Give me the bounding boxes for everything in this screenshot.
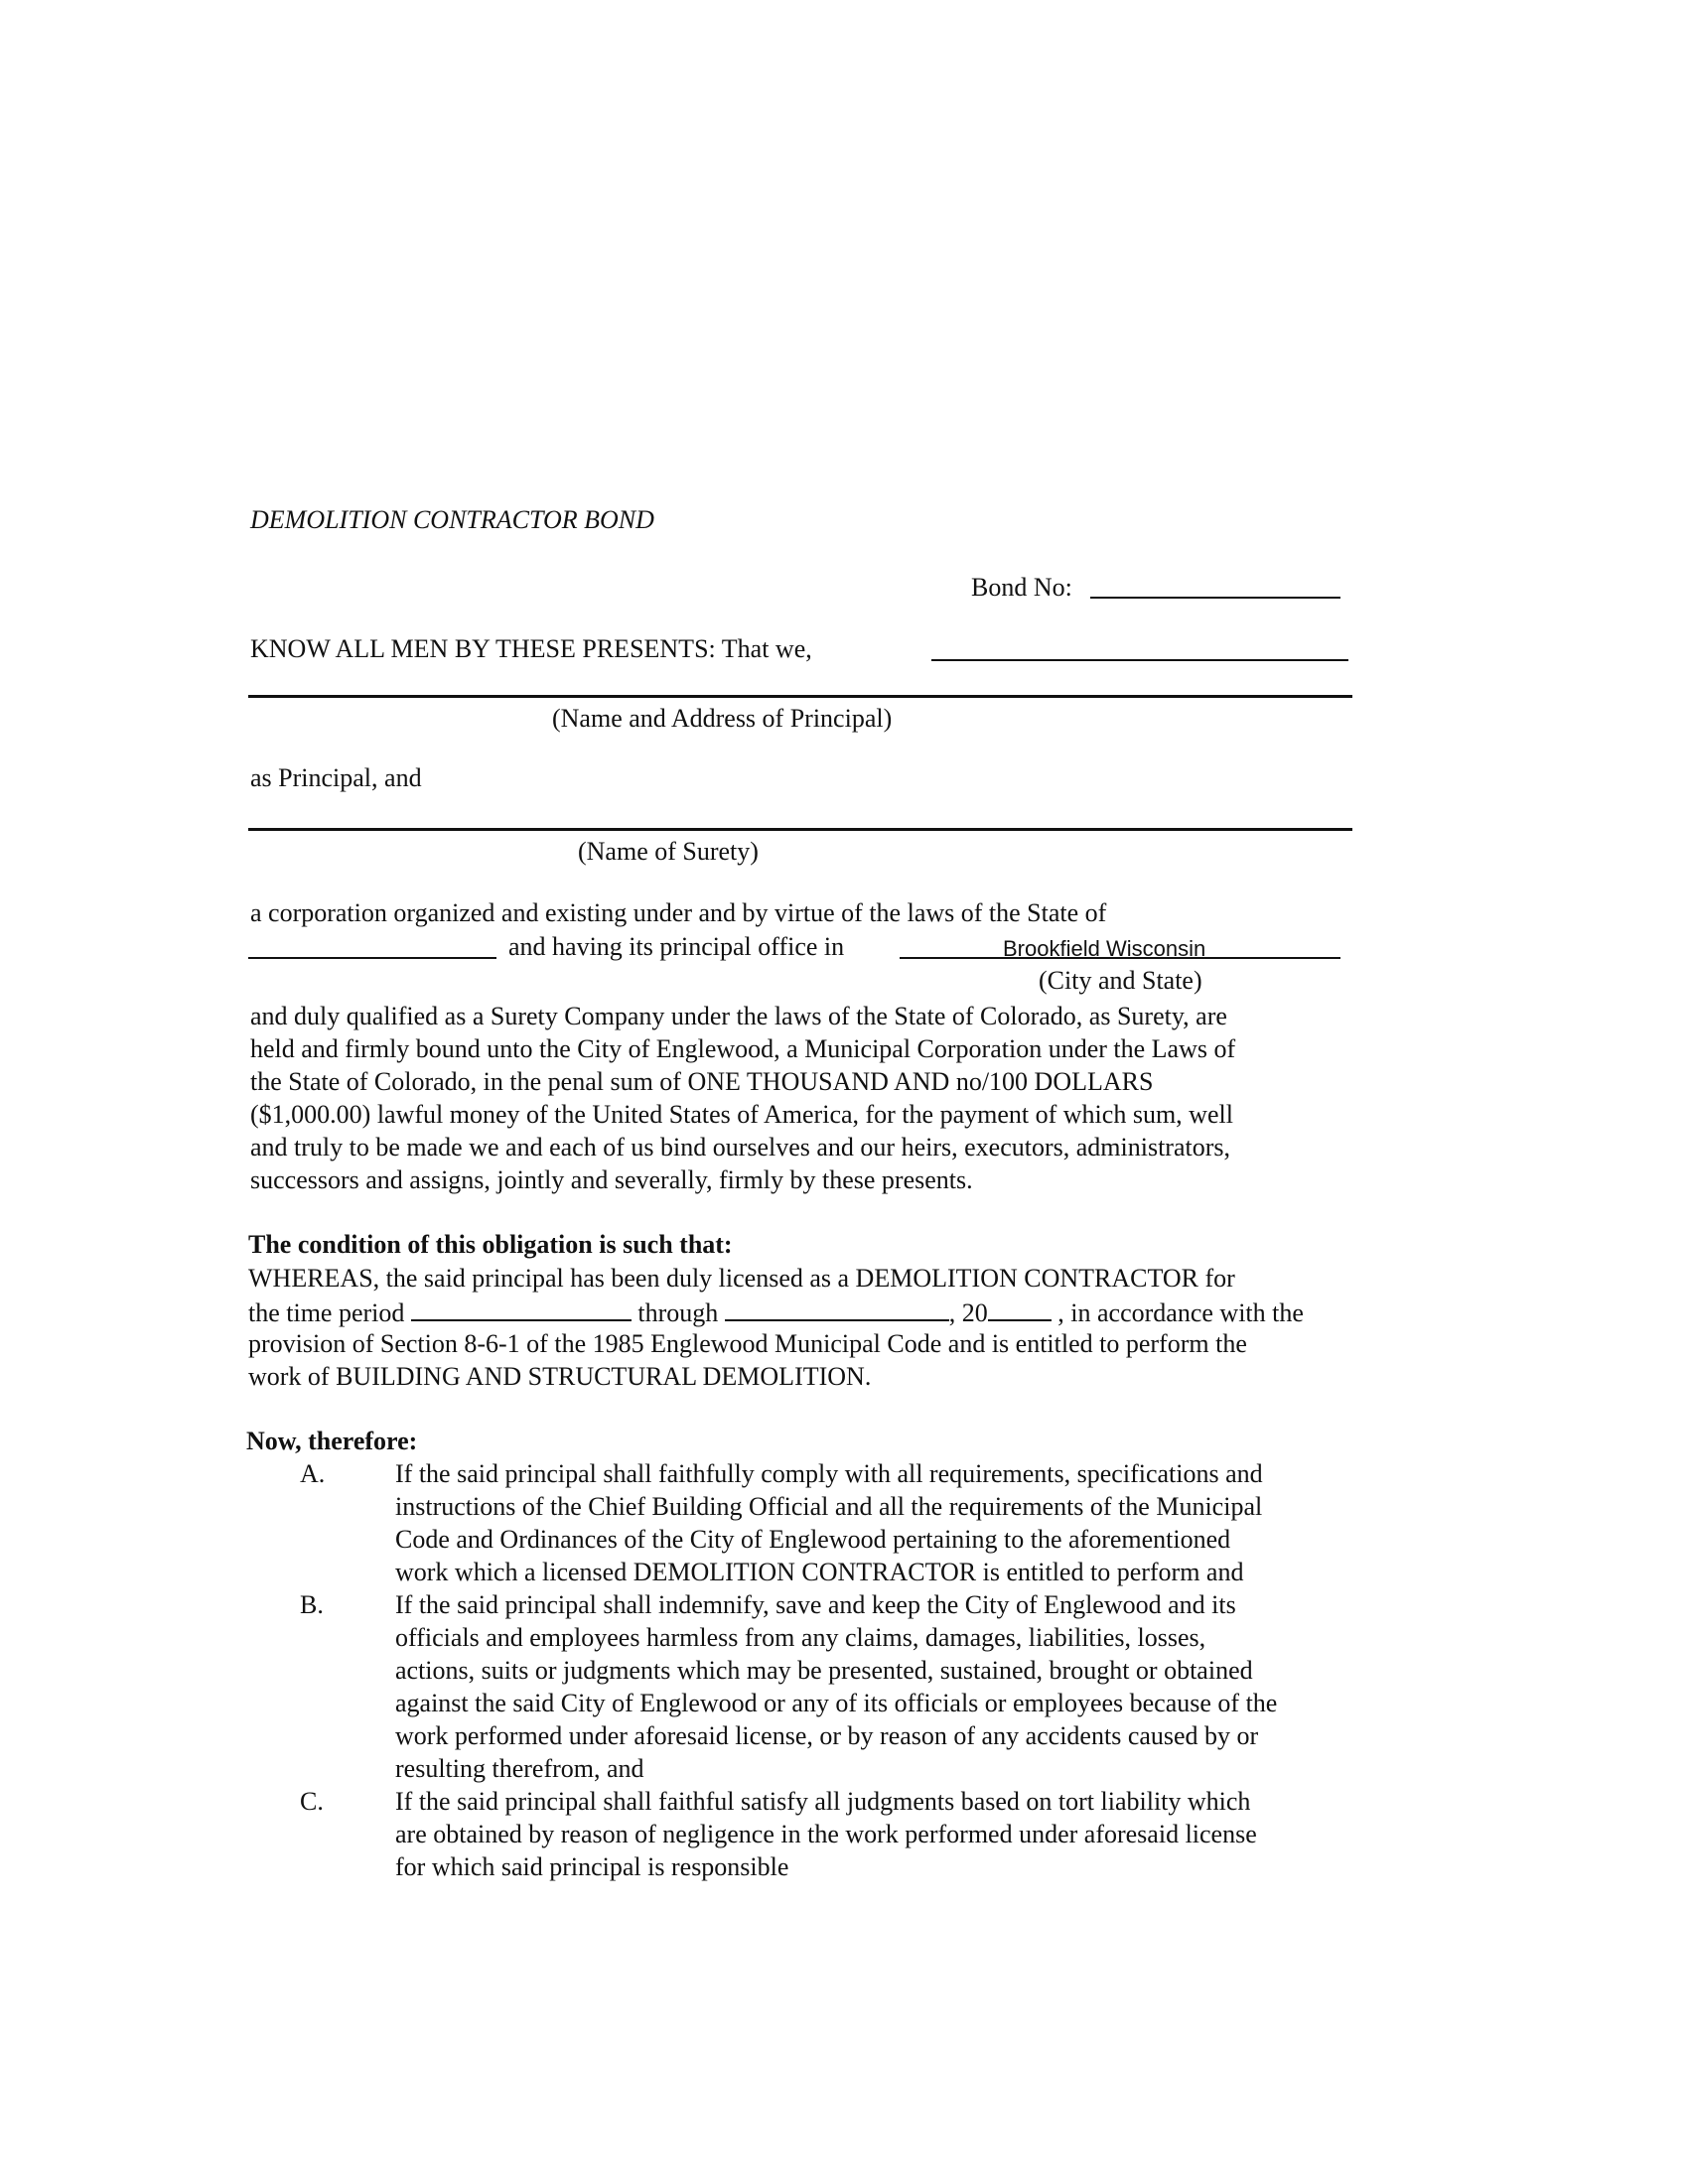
whereas-period-text: the time period xyxy=(248,1298,405,1327)
item-b-label: B. xyxy=(300,1590,324,1619)
surety-caption: (Name of Surety) xyxy=(578,837,759,866)
item-a-line: Code and Ordinances of the City of Englewood pertaining to the aforementioned xyxy=(395,1525,1231,1554)
whereas-line: work of BUILDING AND STRUCTURAL DEMOLITION. xyxy=(248,1362,872,1391)
item-b-line: against the said City of Englewood or any of its officials or employees because of the xyxy=(395,1689,1278,1717)
end-date-field[interactable] xyxy=(725,1296,949,1321)
item-b-line: resulting therefrom, and xyxy=(395,1754,644,1783)
principal-name-field[interactable] xyxy=(931,659,1348,661)
office-city-value[interactable]: Brookfield Wisconsin xyxy=(1003,936,1206,961)
item-a-line: If the said principal shall faithfully comply with all requirements, specifications and xyxy=(395,1459,1263,1488)
state-field[interactable] xyxy=(248,957,496,959)
item-b-line: actions, suits or judgments which may be presented, sustained, brought or obtained xyxy=(395,1656,1253,1685)
whereas-year-text: , 20 xyxy=(948,1298,988,1327)
bond-paragraph-line: ($1,000.00) lawful money of the United States of America, for the payment of which sum, well xyxy=(250,1100,1233,1129)
know-all-men-text: KNOW ALL MEN BY THESE PRESENTS: That we, xyxy=(250,634,812,663)
corporation-text-line1: a corporation organized and existing under and by virtue of the laws of the State of xyxy=(250,898,1107,927)
item-a-line: work which a licensed DEMOLITION CONTRACTOR is entitled to perform and xyxy=(395,1558,1244,1586)
office-field-line xyxy=(900,957,1340,959)
corporation-text-line2: and having its principal office in xyxy=(508,932,845,961)
item-c-label: C. xyxy=(300,1787,324,1816)
item-a-line: instructions of the Chief Building Official and all the requirements of the Municipal xyxy=(395,1492,1263,1521)
item-c-line: If the said principal shall faithful satisfy all judgments based on tort liability which xyxy=(395,1787,1251,1816)
item-c-line: are obtained by reason of negligence in the work performed under aforesaid license xyxy=(395,1820,1257,1848)
whereas-through-text: through xyxy=(637,1298,719,1327)
item-b-line: work performed under aforesaid license, or by reason of any accidents caused by or xyxy=(395,1721,1259,1750)
as-principal-text: as Principal, and xyxy=(250,763,422,792)
surety-name-field[interactable] xyxy=(248,828,1352,831)
item-c-line: for which said principal is responsible xyxy=(395,1852,789,1881)
document-title: DEMOLITION CONTRACTOR BOND xyxy=(250,505,654,534)
whereas-line: provision of Section 8-6-1 of the 1985 Englewood Municipal Code and is entitled to perform the xyxy=(248,1329,1247,1358)
condition-heading: The condition of this obligation is such that: xyxy=(248,1230,733,1259)
bond-no-label: Bond No: xyxy=(971,573,1072,602)
principal-address-field[interactable] xyxy=(248,695,1352,698)
bond-paragraph-line: held and firmly bound unto the City of Englewood, a Municipal Corporation under the Laws of xyxy=(250,1034,1236,1063)
item-a-label: A. xyxy=(300,1459,326,1488)
year-field[interactable] xyxy=(988,1296,1052,1321)
item-b-line: officials and employees harmless from any claims, damages, liabilities, losses, xyxy=(395,1623,1206,1652)
whereas-period-line xyxy=(248,1296,1304,1329)
item-b-line: If the said principal shall indemnify, save and keep the City of Englewood and its xyxy=(395,1590,1236,1619)
bond-paragraph-line: the State of Colorado, in the penal sum of ONE THOUSAND AND no/100 DOLLARS xyxy=(250,1067,1154,1096)
whereas-accordance-text: , in accordance with the xyxy=(1057,1298,1304,1327)
whereas-line: WHEREAS, the said principal has been duly licensed as a DEMOLITION CONTRACTOR for xyxy=(248,1264,1235,1293)
bond-paragraph-line: and truly to be made we and each of us bind ourselves and our heirs, executors, administrators, xyxy=(250,1133,1230,1161)
start-date-field[interactable] xyxy=(411,1296,632,1321)
now-therefore-heading: Now, therefore: xyxy=(246,1427,418,1455)
bond-no-field[interactable] xyxy=(1090,597,1340,599)
bond-paragraph-line: successors and assigns, jointly and severally, firmly by these presents. xyxy=(250,1165,973,1194)
principal-caption: (Name and Address of Principal) xyxy=(552,704,893,733)
city-state-caption: (City and State) xyxy=(1039,966,1202,995)
bond-paragraph-line: and duly qualified as a Surety Company under the laws of the State of Colorado, as Surety, are xyxy=(250,1002,1227,1030)
